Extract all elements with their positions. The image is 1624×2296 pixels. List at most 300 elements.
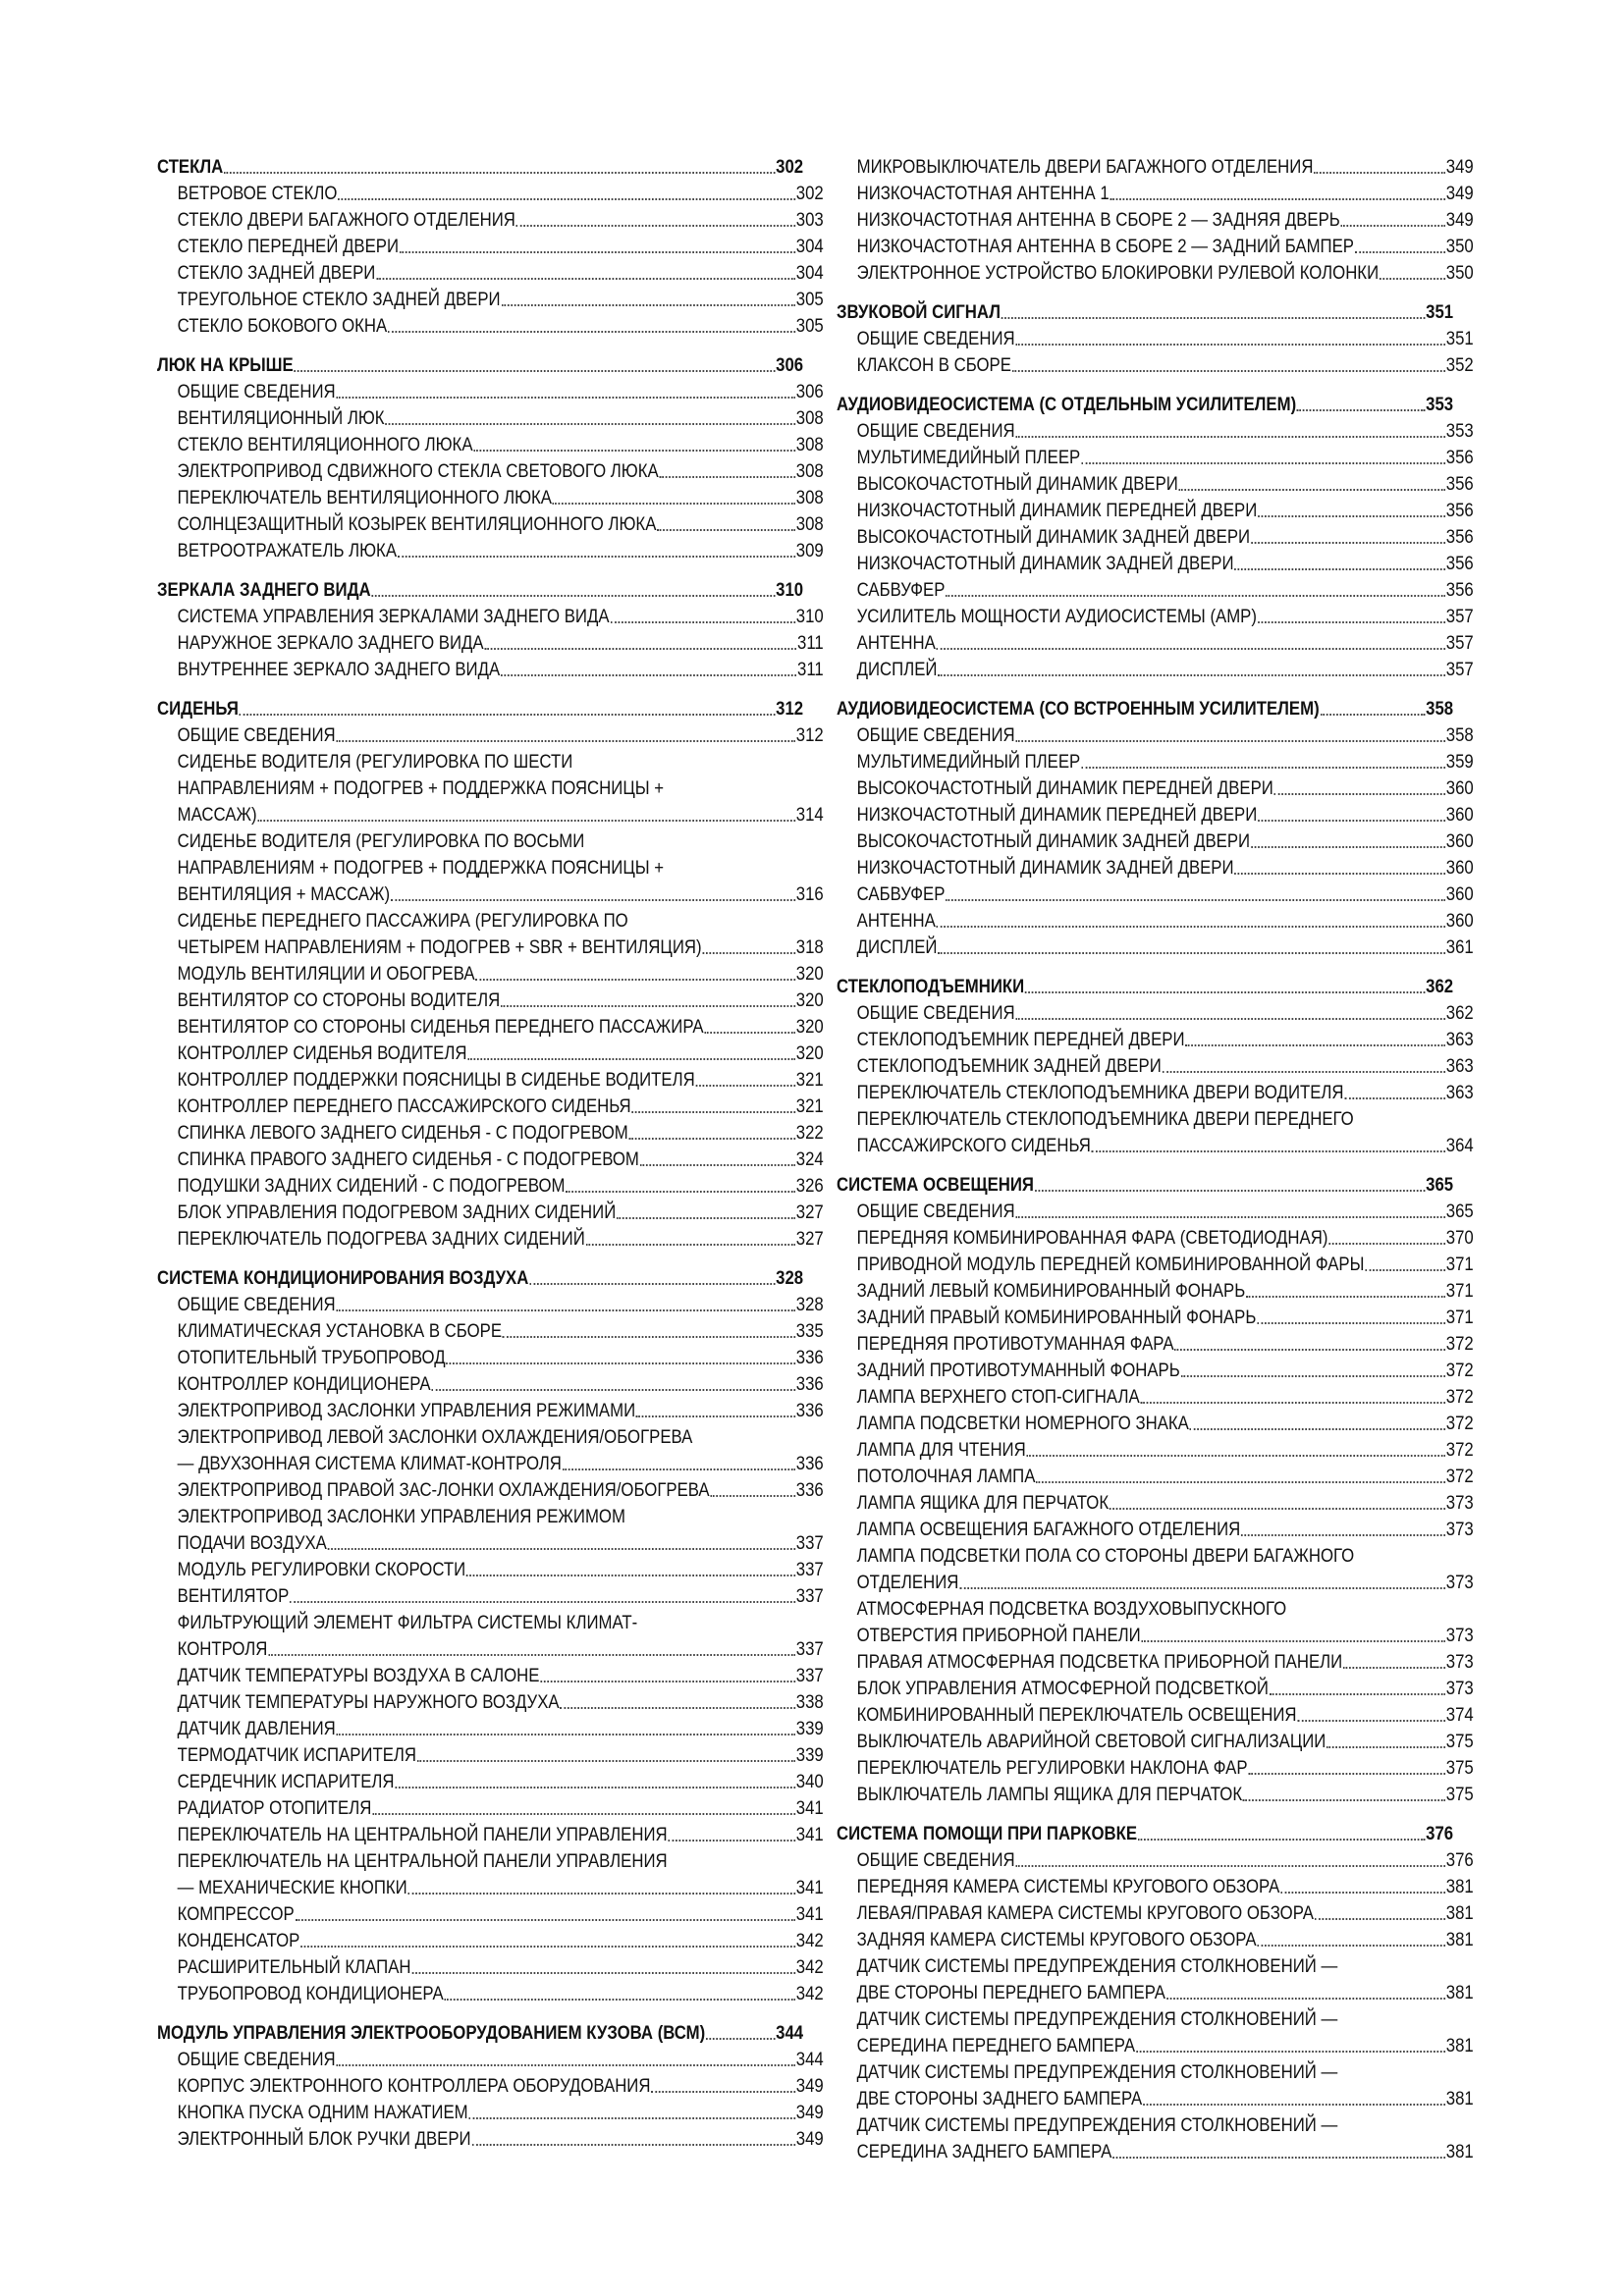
toc-entry[interactable] <box>837 1106 1474 1133</box>
dot-leader <box>586 1244 795 1246</box>
toc-entry[interactable] <box>837 418 1474 445</box>
dot-leader <box>1015 1018 1444 1020</box>
toc-entry-text: ЭЛЕКТРОПРИВОД СДВИЖНОГО СТЕКЛА СВЕТОВОГО ЛЮКА <box>177 460 659 482</box>
toc-entry-text: ОТДЕЛЕНИЯ <box>856 1572 959 1593</box>
toc-section <box>837 392 1474 683</box>
toc-entry[interactable] <box>157 881 824 908</box>
toc-entry-text: СОЛНЦЕЗАЩИТНЫЙ КОЗЫРЕК ВЕНТИЛЯЦИОННОГО ЛЮКА <box>177 513 657 535</box>
toc-entry[interactable] <box>157 1795 824 1822</box>
page-number: 320 <box>795 1016 824 1038</box>
toc-entry-text: ПЕРЕКЛЮЧАТЕЛЬ НА ЦЕНТРАЛЬНОЙ ПАНЕЛИ УПРАВЛЕНИЯ <box>177 1850 668 1872</box>
toc-entry[interactable] <box>157 722 824 749</box>
dot-leader <box>336 740 794 742</box>
section-heading[interactable] <box>157 696 803 722</box>
toc-entry-text: ЛАМПА ПОДСВЕТКИ НОМЕРНОГО ЗНАКА <box>856 1413 1189 1434</box>
toc-entry[interactable] <box>837 934 1474 961</box>
dot-leader <box>1036 1481 1445 1483</box>
toc-entry[interactable] <box>837 657 1474 683</box>
toc-entry[interactable] <box>837 1676 1474 1702</box>
toc-entry[interactable] <box>157 934 824 961</box>
toc-entry[interactable] <box>157 234 824 260</box>
toc-entry[interactable] <box>837 1000 1474 1027</box>
toc-entry[interactable] <box>157 1848 824 1875</box>
toc-entry[interactable] <box>837 1847 1474 1874</box>
toc-entry[interactable] <box>157 2047 824 2073</box>
toc-entry[interactable] <box>837 855 1474 881</box>
toc-entry[interactable] <box>837 2006 1474 2033</box>
section-heading[interactable] <box>837 974 1453 1000</box>
section-heading[interactable] <box>157 352 803 379</box>
page-number: 349 <box>1445 209 1474 231</box>
toc-entry[interactable] <box>157 802 824 828</box>
dot-leader <box>1243 1799 1445 1801</box>
toc-entry[interactable] <box>837 1729 1474 1755</box>
toc-entry-text: ПЕРЕКЛЮЧАТЕЛЬ ВЕНТИЛЯЦИОННОГО ЛЮКА <box>177 487 552 508</box>
toc-entry[interactable] <box>837 908 1474 934</box>
toc-entry[interactable] <box>837 1980 1474 2006</box>
toc-entry-text: ДИСПЛЕЙ <box>856 659 938 680</box>
page-number: 381 <box>1445 1982 1474 2003</box>
toc-entry[interactable] <box>157 511 824 538</box>
page-number: 372 <box>1445 1360 1474 1381</box>
page-number: 341 <box>795 1797 824 1819</box>
toc-entry[interactable] <box>157 1636 824 1663</box>
toc-entry[interactable] <box>837 2086 1474 2112</box>
section-heading[interactable] <box>157 154 803 181</box>
toc-entry[interactable] <box>157 1226 824 1253</box>
section-heading[interactable] <box>157 577 803 604</box>
toc-entry[interactable] <box>837 1437 1474 1464</box>
toc-entry[interactable] <box>837 1053 1474 1080</box>
toc-entry-text: ЭЛЕКТРОННОЕ УСТРОЙСТВО БЛОКИРОВКИ РУЛЕВОЙ КОЛОНКИ <box>856 262 1380 284</box>
dot-leader <box>1185 1044 1445 1046</box>
toc-entry-text: ЭЛЕКТРОННЫЙ БЛОК РУЧКИ ДВЕРИ <box>177 2128 471 2150</box>
toc-section <box>157 696 824 1253</box>
section-heading[interactable] <box>837 1172 1453 1199</box>
toc-entry[interactable] <box>837 2139 1474 2165</box>
dot-leader <box>257 820 794 822</box>
toc-entry[interactable] <box>837 1953 1474 1980</box>
toc-entry[interactable] <box>157 1318 824 1345</box>
section-heading[interactable] <box>837 1821 1453 1847</box>
toc-entry-text: КОМБИНИРОВАННЫЙ ПЕРЕКЛЮЧАТЕЛЬ ОСВЕЩЕНИЯ <box>856 1704 1297 1726</box>
dot-leader <box>704 1032 794 1034</box>
toc-entry[interactable] <box>157 1769 824 1795</box>
dot-leader <box>290 1601 795 1603</box>
toc-entry[interactable] <box>837 630 1474 657</box>
page-number: 376 <box>1426 1823 1454 1844</box>
toc-entry[interactable] <box>837 1133 1474 1159</box>
toc-entry[interactable] <box>157 604 824 630</box>
toc-entry[interactable] <box>837 1755 1474 1782</box>
toc-entry-text: РАДИАТОР ОТОПИТЕЛЯ <box>177 1797 372 1819</box>
toc-entry[interactable] <box>157 1398 824 1424</box>
toc-entry[interactable] <box>837 471 1474 498</box>
toc-entry[interactable] <box>157 485 824 511</box>
dot-leader <box>300 1946 795 1948</box>
toc-entry[interactable] <box>837 1252 1474 1278</box>
toc-entry[interactable] <box>837 828 1474 855</box>
toc-entry[interactable] <box>157 207 824 234</box>
page-number: 356 <box>1445 473 1474 495</box>
section-heading[interactable] <box>837 696 1453 722</box>
page-number: 365 <box>1445 1201 1474 1222</box>
toc-entry[interactable] <box>157 432 824 458</box>
page-number: 308 <box>795 407 824 429</box>
toc-entry[interactable] <box>157 630 824 657</box>
toc-entry[interactable] <box>837 1199 1474 1225</box>
toc-entry[interactable] <box>837 1384 1474 1411</box>
toc-entry[interactable] <box>157 1716 824 1742</box>
dot-leader <box>1241 1534 1445 1536</box>
dot-leader <box>1314 172 1445 174</box>
toc-entry-text: ЭЛЕКТРОПРИВОД ЗАСЛОНКИ УПРАВЛЕНИЯ РЕЖИМАМИ <box>177 1400 636 1421</box>
section-heading[interactable] <box>157 1265 803 1292</box>
toc-entry[interactable] <box>157 287 824 313</box>
dot-leader <box>651 2091 795 2093</box>
toc-entry[interactable] <box>837 1702 1474 1729</box>
page-number: 373 <box>1445 1519 1474 1540</box>
toc-entry[interactable] <box>837 1596 1474 1623</box>
toc-entry-text: НАРУЖНОЕ ЗЕРКАЛО ЗАДНЕГО ВИДА <box>177 632 484 654</box>
toc-entry[interactable] <box>157 181 824 207</box>
toc-entry[interactable] <box>837 352 1474 379</box>
toc-entry[interactable] <box>837 207 1474 234</box>
dot-leader <box>1315 1918 1445 1920</box>
toc-entry[interactable] <box>157 313 824 340</box>
toc-entry[interactable] <box>157 855 824 881</box>
toc-entry-text: КОНТРОЛЛЕР ПОДДЕРЖКИ ПОЯСНИЦЫ В СИДЕНЬЕ ВОДИТЕЛЯ <box>177 1069 695 1091</box>
page-number: 360 <box>1445 910 1474 932</box>
toc-entry[interactable] <box>157 828 824 855</box>
dot-leader <box>400 251 795 253</box>
page-number: 358 <box>1445 724 1474 746</box>
page-number: 340 <box>795 1771 824 1792</box>
page-number: 341 <box>795 1824 824 1845</box>
toc-entry-text: МОДУЛЬ РЕГУЛИРОВКИ СКОРОСТИ <box>177 1559 466 1580</box>
page-number: 320 <box>795 989 824 1011</box>
dot-leader <box>473 450 795 452</box>
toc-entry[interactable] <box>837 326 1474 352</box>
toc-entry-text: АТМОСФЕРНАЯ ПОДСВЕТКА ВОЗДУХОВЫПУСКНОГО <box>856 1598 1287 1620</box>
page-number: 302 <box>795 183 824 204</box>
toc-entry[interactable] <box>837 577 1474 604</box>
toc-entry[interactable] <box>157 379 824 405</box>
toc-entry[interactable] <box>837 1080 1474 1106</box>
toc-entry[interactable] <box>837 260 1474 287</box>
page-number: 336 <box>795 1453 824 1474</box>
toc-entry-text: МАССАЖ) <box>177 804 257 826</box>
toc-entry-text: НИЗКОЧАСТОТНАЯ АНТЕННА 1 <box>856 183 1110 204</box>
toc-entry[interactable] <box>157 1345 824 1371</box>
toc-entry[interactable] <box>837 2059 1474 2086</box>
toc-entry-text: ПЕРЕКЛЮЧАТЕЛЬ РЕГУЛИРОВКИ НАКЛОНА ФАР <box>856 1757 1248 1779</box>
page-number: 372 <box>1445 1466 1474 1487</box>
toc-entry-text: СЕРЕДИНА ЗАДНЕГО БАМПЕРА <box>856 2141 1112 2163</box>
toc-entry-text: ФИЛЬТРУЮЩИЙ ЭЛЕМЕНТ ФИЛЬТРА СИСТЕМЫ КЛИМАТ- <box>177 1612 638 1633</box>
toc-entry-text: МОДУЛЬ ВЕНТИЛЯЦИИ И ОБОГРЕВА <box>177 963 475 985</box>
page-number: 349 <box>1445 183 1474 204</box>
toc-entry[interactable] <box>157 1663 824 1689</box>
page-number: 310 <box>795 606 824 627</box>
dot-leader <box>1274 793 1445 795</box>
dot-leader <box>1081 767 1445 769</box>
toc-entry[interactable] <box>837 775 1474 802</box>
toc-entry[interactable] <box>157 1014 824 1041</box>
toc-entry-text: ВЕТРООТРАЖАТЕЛЬ ЛЮКА <box>177 540 398 561</box>
toc-entry-text: ОБЩИЕ СВЕДЕНИЯ <box>856 1201 1015 1222</box>
page-number: 371 <box>1445 1307 1474 1328</box>
toc-entry[interactable] <box>837 1411 1474 1437</box>
dot-leader <box>640 1164 795 1166</box>
toc-entry[interactable] <box>837 749 1474 775</box>
dot-leader <box>446 1362 794 1364</box>
toc-entry[interactable] <box>157 1583 824 1610</box>
section-heading[interactable] <box>837 299 1453 326</box>
toc-entry[interactable] <box>157 1504 824 1530</box>
dot-leader <box>388 331 795 333</box>
toc-entry[interactable] <box>157 1901 824 1928</box>
toc-entry[interactable] <box>837 1358 1474 1384</box>
page-number: 308 <box>795 434 824 455</box>
toc-entry[interactable] <box>157 1424 824 1451</box>
toc-entry[interactable] <box>157 1557 824 1583</box>
toc-entry-text: БЛОК УПРАВЛЕНИЯ АТМОСФЕРНОЙ ПОДСВЕТКОЙ <box>856 1678 1269 1699</box>
toc-entry[interactable] <box>837 1225 1474 1252</box>
dot-leader <box>471 2144 794 2146</box>
toc-entry-text: МУЛЬТИМЕДИЙНЫЙ ПЛЕЕР <box>856 751 1081 773</box>
toc-entry[interactable] <box>157 1120 824 1147</box>
toc-entry[interactable] <box>837 802 1474 828</box>
dot-leader <box>1138 1839 1425 1841</box>
toc-entry-text: ЭЛЕКТРОПРИВОД ЛЕВОЙ ЗАСЛОНКИ ОХЛАЖДЕНИЯ/ОБОГРЕВА <box>177 1426 693 1448</box>
toc-entry[interactable] <box>157 961 824 988</box>
section-heading-text: СТЕКЛОПОДЪЕМНИКИ <box>837 976 1025 997</box>
toc-entry[interactable] <box>157 1041 824 1067</box>
toc-entry[interactable] <box>157 775 824 802</box>
toc-entry[interactable] <box>837 1464 1474 1490</box>
toc-entry[interactable] <box>157 2073 824 2100</box>
dot-leader <box>417 1760 795 1762</box>
toc-entry-text: СЕРДЕЧНИК ИСПАРИТЕЛЯ <box>177 1771 395 1792</box>
toc-entry[interactable] <box>837 551 1474 577</box>
dot-leader <box>1092 1150 1445 1152</box>
toc-entry[interactable] <box>837 1305 1474 1331</box>
dot-leader <box>1246 1296 1445 1298</box>
toc-entry-text: ЧЕТЫРЕМ НАПРАВЛЕНИЯМ + ПОДОГРЕВ + SBR + ВЕНТИЛЯЦИЯ) <box>177 936 702 958</box>
toc-entry[interactable] <box>157 1875 824 1901</box>
toc-section <box>157 352 824 564</box>
toc-entry-text: РАСШИРИТЕЛЬНЫЙ КЛАПАН <box>177 1956 411 1978</box>
toc-entry-text: ВЫСОКОЧАСТОТНЫЙ ДИНАМИК ЗАДНЕЙ ДВЕРИ <box>856 526 1251 548</box>
toc-entry-text: ОБЩИЕ СВЕДЕНИЯ <box>856 1002 1015 1024</box>
toc-entry[interactable] <box>157 1954 824 1981</box>
dot-leader <box>1297 409 1425 411</box>
toc-section <box>157 2020 824 2153</box>
toc-entry[interactable] <box>157 1292 824 1318</box>
dot-leader <box>1190 1428 1445 1430</box>
toc-entry[interactable] <box>157 405 824 432</box>
toc-entry[interactable] <box>837 881 1474 908</box>
toc-entry[interactable] <box>157 1928 824 1954</box>
toc-entry[interactable] <box>837 1927 1474 1953</box>
toc-entry[interactable] <box>157 1147 824 1173</box>
toc-entry-text: ВЫСОКОЧАСТОТНЫЙ ДИНАМИК ПЕРЕДНЕЙ ДВЕРИ <box>856 777 1273 799</box>
toc-entry-text: СТЕКЛО БОКОВОГО ОКНА <box>177 315 388 337</box>
toc-entry[interactable] <box>837 604 1474 630</box>
toc-entry[interactable] <box>157 1200 824 1226</box>
dot-leader <box>629 1138 795 1140</box>
toc-entry[interactable] <box>157 1689 824 1716</box>
toc-entry-text: КОРПУС ЭЛЕКТРОННОГО КОНТРОЛЛЕРА ОБОРУДОВАНИЯ <box>177 2075 651 2097</box>
dot-leader <box>566 1191 795 1193</box>
toc-entry[interactable] <box>157 1477 824 1504</box>
toc-entry[interactable] <box>837 1543 1474 1570</box>
toc-entry[interactable] <box>837 1490 1474 1517</box>
dot-leader <box>1328 1243 1445 1245</box>
dot-leader <box>1355 251 1445 253</box>
toc-entry[interactable] <box>837 445 1474 471</box>
toc-entry[interactable] <box>837 154 1474 181</box>
section-heading-text: СИДЕНЬЯ <box>157 698 239 720</box>
section-heading[interactable] <box>837 392 1453 418</box>
toc-entry-text: ЛАМПА ВЕРХНЕГО СТОП-СИГНАЛА <box>856 1386 1140 1408</box>
dot-leader <box>1025 991 1425 993</box>
toc-entry[interactable] <box>157 1981 824 2007</box>
page-number: 373 <box>1445 1492 1474 1514</box>
toc-entry[interactable] <box>837 1782 1474 1808</box>
toc-entry[interactable] <box>837 1623 1474 1649</box>
page-number: 341 <box>795 1877 824 1898</box>
page-number: 306 <box>795 381 824 402</box>
toc-entry[interactable] <box>157 749 824 775</box>
page-number: 302 <box>776 156 804 178</box>
page-number: 376 <box>1445 1849 1474 1871</box>
dot-leader <box>1257 1322 1445 1324</box>
section-heading[interactable] <box>157 2020 803 2047</box>
toc-entry[interactable] <box>837 234 1474 260</box>
page-number: 336 <box>795 1479 824 1501</box>
dot-leader <box>706 2038 775 2040</box>
dot-leader <box>516 225 795 227</box>
toc-entry[interactable] <box>157 1822 824 1848</box>
toc-entry[interactable] <box>157 1530 824 1557</box>
toc-entry[interactable] <box>157 1451 824 1477</box>
toc-entry[interactable] <box>837 1900 1474 1927</box>
toc-entry[interactable] <box>157 1067 824 1094</box>
dot-leader <box>1270 1693 1445 1695</box>
page-number: 381 <box>1445 1929 1474 1950</box>
toc-entry[interactable] <box>157 908 824 934</box>
toc-entry-text: ОБЩИЕ СВЕДЕНИЯ <box>177 1294 336 1315</box>
toc-section <box>157 577 824 683</box>
toc-entry[interactable] <box>837 1278 1474 1305</box>
dot-leader <box>1015 436 1444 438</box>
toc-entry[interactable] <box>837 1331 1474 1358</box>
toc-entry[interactable] <box>837 1874 1474 1900</box>
toc-entry[interactable] <box>837 498 1474 524</box>
toc-entry[interactable] <box>837 1517 1474 1543</box>
toc-entry[interactable] <box>837 1570 1474 1596</box>
section-heading-text: ЗВУКОВОЙ СИГНАЛ <box>837 301 1001 323</box>
dot-leader <box>937 648 1445 650</box>
toc-entry-text: ПЕРЕКЛЮЧАТЕЛЬ НА ЦЕНТРАЛЬНОЙ ПАНЕЛИ УПРАВЛЕНИЯ <box>177 1824 668 1845</box>
dot-leader <box>468 2117 794 2119</box>
toc-entry[interactable] <box>157 458 824 485</box>
page-number: 327 <box>795 1228 824 1250</box>
page-number: 360 <box>1445 804 1474 826</box>
dot-leader <box>501 304 794 306</box>
toc-entry-text: КОНТРОЛЛЕР ПЕРЕДНЕГО ПАССАЖИРСКОГО СИДЕНЬЯ <box>177 1095 631 1117</box>
toc-entry[interactable] <box>837 1027 1474 1053</box>
page-number: 373 <box>1445 1651 1474 1673</box>
toc-section <box>837 974 1474 1159</box>
toc-entry[interactable] <box>157 1610 824 1636</box>
toc-entry[interactable] <box>837 2033 1474 2059</box>
toc-entry-text: ПОТОЛОЧНАЯ ЛАМПА <box>856 1466 1036 1487</box>
toc-entry[interactable] <box>157 260 824 287</box>
dot-leader <box>268 1654 795 1656</box>
dot-leader <box>938 952 1445 954</box>
toc-entry[interactable] <box>837 1649 1474 1676</box>
toc-entry-text: НАПРАВЛЕНИЯМ + ПОДОГРЕВ + ПОДДЕРЖКА ПОЯСНИЦЫ + <box>177 777 665 799</box>
section-heading-text: СИСТЕМА КОНДИЦИОНИРОВАНИЯ ВОЗДУХА <box>157 1267 529 1289</box>
dot-leader <box>1163 1071 1445 1073</box>
section-heading-text: СИСТЕМА ОСВЕЩЕНИЯ <box>837 1174 1034 1196</box>
dot-leader <box>336 1309 794 1311</box>
page-number: 353 <box>1445 420 1474 442</box>
page-number: 304 <box>795 262 824 284</box>
toc-entry[interactable] <box>157 1094 824 1120</box>
dot-leader <box>503 1336 795 1338</box>
toc-entry[interactable] <box>837 524 1474 551</box>
toc-entry-text: ЛЕВАЯ/ПРАВАЯ КАМЕРА СИСТЕМЫ КРУГОВОГО ОБЗОРА <box>856 1902 1314 1924</box>
toc-entry[interactable] <box>157 988 824 1014</box>
toc-entry[interactable] <box>837 2112 1474 2139</box>
dot-leader <box>1297 1720 1444 1722</box>
dot-leader <box>338 198 795 200</box>
page-number: 362 <box>1426 976 1454 997</box>
toc-entry-text: ПАССАЖИРСКОГО СИДЕНЬЯ <box>856 1135 1091 1156</box>
toc-entry-text: СИДЕНЬЕ ВОДИТЕЛЯ (РЕГУЛИРОВКА ПО ВОСЬМИ <box>177 830 585 852</box>
dot-leader <box>1258 515 1445 517</box>
toc-entry[interactable] <box>157 538 824 564</box>
toc-entry-text: ПРИВОДНОЙ МОДУЛЬ ПЕРЕДНЕЙ КОМБИНИРОВАННОЙ ФАРЫ <box>856 1254 1365 1275</box>
toc-entry-text: СЕРЕДИНА ПЕРЕДНЕГО БАМПЕРА <box>856 2035 1136 2056</box>
toc-entry-text: ЛАМПА ПОДСВЕТКИ ПОЛА СО СТОРОНЫ ДВЕРИ БАГАЖНОГО <box>856 1545 1355 1567</box>
toc-entry[interactable] <box>157 2100 824 2126</box>
toc-entry[interactable] <box>837 181 1474 207</box>
toc-entry[interactable] <box>157 1371 824 1398</box>
toc-entry[interactable] <box>157 1173 824 1200</box>
section-heading-text: СИСТЕМА ПОМОЩИ ПРИ ПАРКОВКЕ <box>837 1823 1138 1844</box>
dot-leader <box>938 674 1445 676</box>
toc-entry-text: ПЕРЕДНЯЯ КАМЕРА СИСТЕМЫ КРУГОВОГО ОБЗОРА <box>856 1876 1280 1897</box>
page-number: 352 <box>1445 354 1474 376</box>
dot-leader <box>1248 1773 1445 1775</box>
toc-entry[interactable] <box>157 1742 824 1769</box>
dot-leader <box>1035 1190 1425 1192</box>
dot-leader <box>610 621 795 623</box>
page-number: 360 <box>1445 830 1474 852</box>
toc-entry[interactable] <box>837 722 1474 749</box>
toc-entry[interactable] <box>157 2126 824 2153</box>
toc-section <box>837 1172 1474 1808</box>
toc-entry-text: БЛОК УПРАВЛЕНИЯ ПОДОГРЕВОМ ЗАДНИХ СИДЕНИЙ <box>177 1201 617 1223</box>
page-number: 357 <box>1445 606 1474 627</box>
page-number: 342 <box>795 1930 824 1951</box>
toc-entry[interactable] <box>157 657 824 683</box>
